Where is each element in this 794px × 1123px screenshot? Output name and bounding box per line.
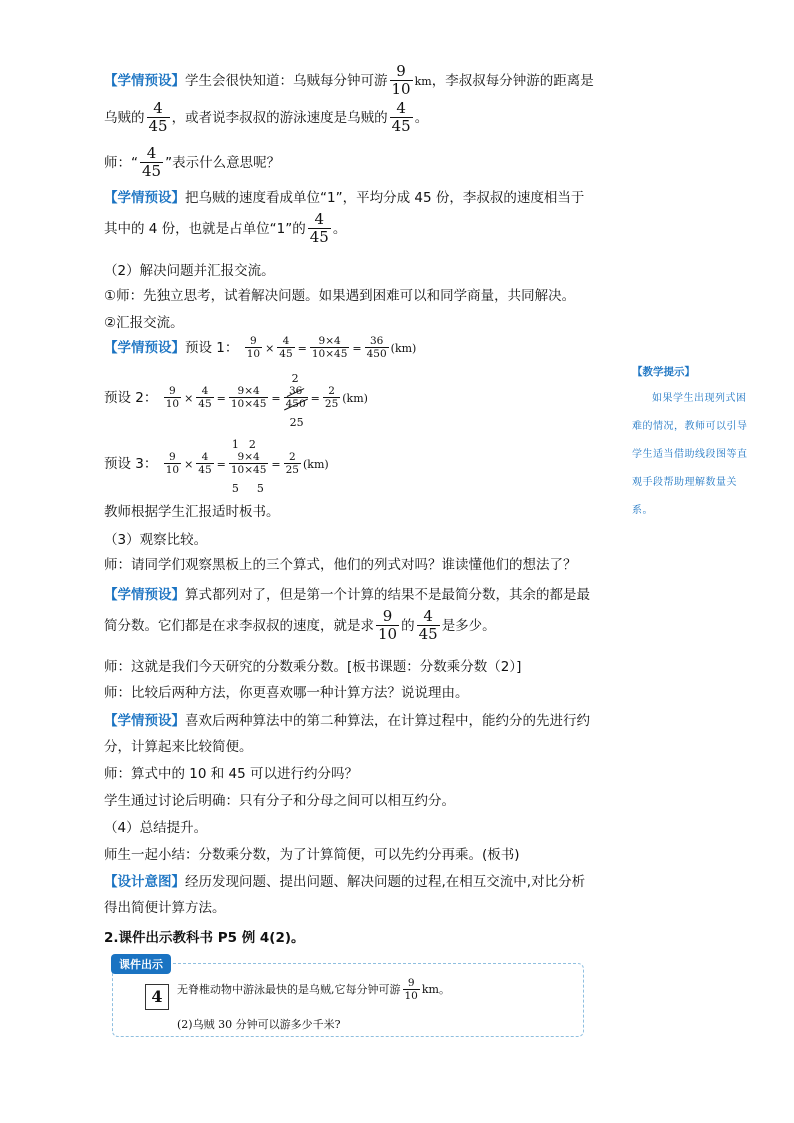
- fraction: $\frac{4}{45}$: [142, 144, 162, 180]
- step-4-heading: （4）总结提升。: [104, 820, 208, 836]
- preview-paragraph-2-cont: 其中的 4 份，也就是占单位“1”的 $\frac{4}{45}$ 。: [104, 210, 347, 246]
- summary: 师生一起小结：分数乘分数，为了计算简便，可以先约分再乘。(板书): [104, 847, 520, 863]
- step-2-report: ②汇报交流。: [104, 315, 184, 331]
- teacher-question-1: 师：“ $\frac{4}{45}$ ”表示什么意思呢？: [104, 144, 281, 180]
- preview-paragraph-1-cont: 乌贼的 $\frac{4}{45}$ ，或者说李叔叔的游泳速度是乌贼的 $\frac{4}{45}$ 。: [104, 99, 429, 135]
- courseware-box: [112, 958, 584, 1037]
- teaching-tip-sidebar: [632, 364, 752, 525]
- courseware-line-1: 无脊椎动物中游泳最快的是乌贼,它每分钟可游 $\frac{9}{10}$ km。: [177, 977, 450, 1003]
- teaching-tip-text: 如果学生出现列式困难的情况，教师可以引导学生适当借助线段图等直观手段帮助理解数量关系。: [632, 393, 748, 516]
- teacher-question-5: 师：算式中的 10 和 45 可以进行约分吗？: [104, 766, 359, 782]
- preset-2: 预设 2： $\frac{9}{10}$ × $\frac{4}{45}$ = $\frac{9\times 4}{10\times 45}$ = 36 450 2 25 = $\frac{2}{25}$ (km): [104, 372, 368, 429]
- preview-paragraph-4-cont: 分，计算起来比较简便。: [104, 739, 253, 755]
- teacher-question-4: 师：比较后两种方法，你更喜欢哪一种计算方法？说说理由。: [104, 685, 469, 701]
- fraction: $\frac{4}{45}$: [148, 99, 168, 135]
- teacher-question-3: 师：这就是我们今天研究的分数乘分数。[板书课题：分数乘分数（2）]: [104, 659, 522, 675]
- fraction: $\frac{9}{10}$: [391, 62, 411, 98]
- preset-1: 【学情预设】预设 1： $\frac{9}{10}$ × $\frac{4}{45}$ = $\frac{9\times 4}{10\times 45}$ = $\frac{36}{450}$ (km): [104, 335, 417, 361]
- step-2-heading: （2）解决问题并汇报交流。: [104, 263, 275, 279]
- preview-paragraph-3: 【学情预设】算式都列对了，但是第一个计算的结果不是最简分数，其余的都是最: [104, 587, 590, 603]
- preview-paragraph-4: 【学情预设】喜欢后两种算法中的第二种算法，在计算过程中，能约分的先进行约: [104, 713, 590, 729]
- design-intent-cont: 得出简便计算方法。: [104, 900, 226, 916]
- fraction: $\frac{4}{45}$: [309, 210, 329, 246]
- student-conclusion: 学生通过讨论后明确：只有分子和分母之间可以相互约分。: [104, 793, 455, 809]
- preset-3: 预设 3： $\frac{9}{10}$ × $\frac{4}{45}$ = 9×4 10×45 1 2 5 5 = $\frac{2}{25}$ (km): [104, 438, 329, 495]
- preview-tag: 【学情预设】: [104, 73, 185, 89]
- design-intent: 【设计意图】经历发现问题、提出问题、解决问题的过程,在相互交流中,对比分析: [104, 874, 586, 890]
- courseware-line-2: (2)乌贼 30 分钟可以游多少千米?: [177, 1018, 341, 1031]
- preview-paragraph-1: 【学情预设】学生会很快知道：乌贼每分钟可游 $\frac{9}{10}$ km，李叔叔每分钟游的距离是: [104, 62, 594, 98]
- teaching-tip-title: 【教学提示】: [632, 366, 695, 378]
- section-2-title: 2.课件出示教科书 P5 例 4(2)。: [104, 930, 305, 946]
- example-number: 4: [145, 984, 169, 1010]
- teacher-question-2: 师：请同学们观察黑板上的三个算式，他们的列式对吗？谁读懂他们的想法了？: [104, 557, 577, 573]
- step-3-heading: （3）观察比较。: [104, 532, 208, 548]
- preview-paragraph-2: 【学情预设】把乌贼的速度看成单位“1”，平均分成 45 份，李叔叔的速度相当于: [104, 190, 585, 206]
- board-note: 教师根据学生汇报适时板书。: [104, 504, 280, 520]
- courseware-label: 课件出示: [111, 954, 171, 974]
- preview-paragraph-3-cont: 简分数。它们都是在求李叔叔的速度，就是求 $\frac{9}{10}$ 的 $\frac{4}{45}$ 是多少。: [104, 607, 496, 643]
- fraction: $\frac{4}{45}$: [391, 99, 411, 135]
- step-2-instruction: ①师：先独立思考，试着解决问题。如果遇到困难可以和同学商量，共同解决。: [104, 288, 576, 304]
